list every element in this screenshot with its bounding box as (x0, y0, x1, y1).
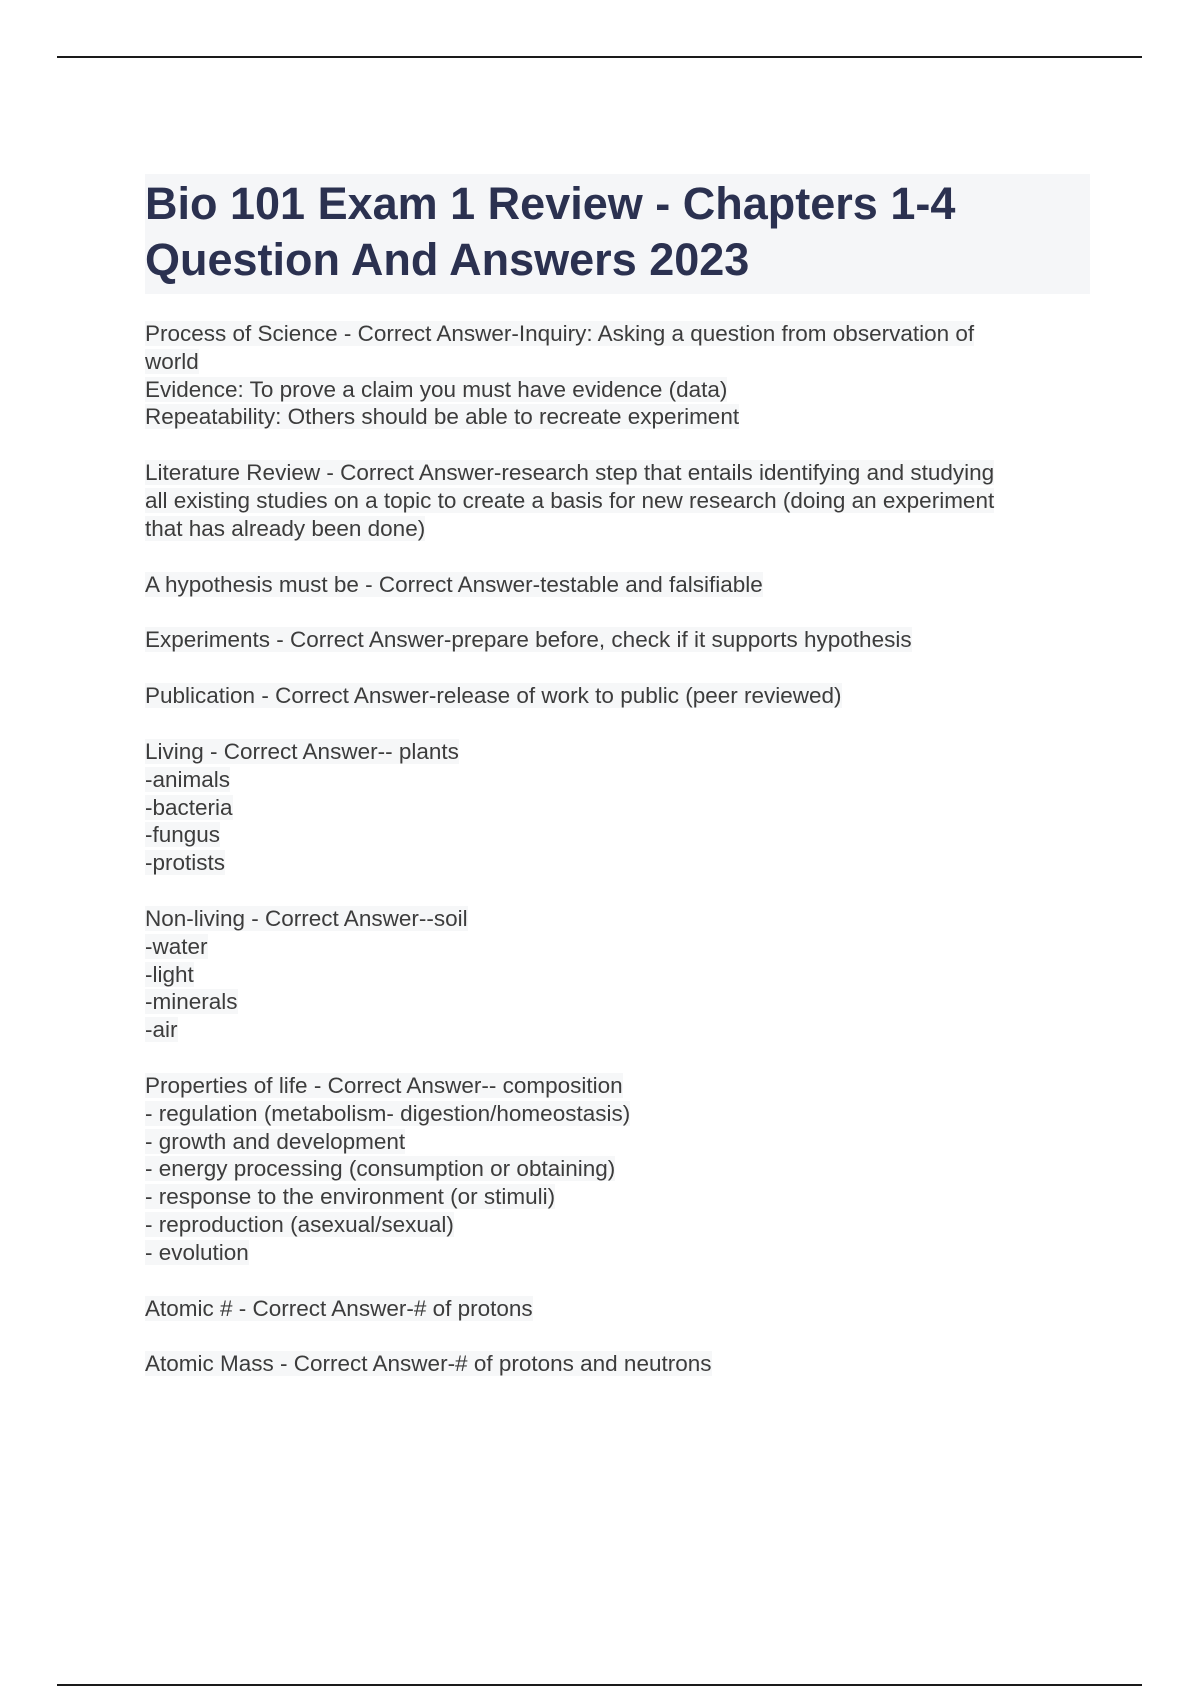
qa-entry-line (145, 1016, 1090, 1044)
qa-entry-line (145, 738, 1090, 766)
qa-entry-line (145, 1211, 1090, 1239)
qa-entry-line (145, 1183, 1090, 1211)
title-block (145, 174, 1090, 294)
qa-entry-text: Properties of life - Correct Answer-- composition (145, 1072, 623, 1098)
page-title (145, 176, 1084, 288)
qa-entry-text: that has already been done) (145, 515, 426, 541)
qa-entry-line (145, 682, 1090, 710)
qa-entry-text: Repeatability: Others should be able to recreate experiment (145, 404, 740, 430)
qa-entry-text: -minerals (145, 989, 238, 1015)
qa-entry-text: all existing studies on a topic to create a basis for new research (doing an experiment (145, 487, 995, 513)
qa-entry (145, 1295, 1090, 1323)
qa-entry-line (145, 348, 1090, 376)
qa-entry-line (145, 487, 1090, 515)
qa-entry-text: Literature Review - Correct Answer-research step that entails identifying and studying (145, 460, 995, 486)
qa-entry-text: Evidence: To prove a claim you must have evidence (data) (145, 376, 728, 402)
qa-entry-text: - regulation (metabolism- digestion/homeostasis) (145, 1100, 631, 1126)
qa-entry-line (145, 766, 1090, 794)
title-line-1: Bio 101 Exam 1 Review - Chapters 1-4 (145, 178, 956, 229)
qa-entry-text: Non-living - Correct Answer--soil (145, 905, 468, 931)
qa-entry-line (145, 1128, 1090, 1156)
qa-entry-line (145, 1072, 1090, 1100)
top-rule (57, 56, 1142, 58)
qa-entry (145, 738, 1090, 877)
qa-entry-line (145, 571, 1090, 599)
qa-entry-line (145, 1239, 1090, 1267)
bottom-rule (57, 1684, 1142, 1686)
qa-entry-line (145, 794, 1090, 822)
qa-entry-text: - reproduction (asexual/sexual) (145, 1211, 454, 1237)
qa-entry-line (145, 933, 1090, 961)
qa-entry (145, 1072, 1090, 1267)
qa-entry (145, 905, 1090, 1044)
qa-entry (145, 459, 1090, 542)
qa-entry-text: - growth and development (145, 1128, 406, 1154)
qa-entry-text: Publication - Correct Answer-release of work to public (peer reviewed) (145, 683, 842, 709)
qa-entry-line (145, 1295, 1090, 1323)
qa-entry-text: -water (145, 933, 208, 959)
qa-entry (145, 682, 1090, 710)
qa-entry-line (145, 320, 1090, 348)
qa-entry (145, 626, 1090, 654)
qa-list (145, 320, 1090, 1378)
qa-entry-line (145, 403, 1090, 431)
document-body (145, 174, 1090, 1406)
qa-entry-line (145, 905, 1090, 933)
qa-entry-line (145, 988, 1090, 1016)
qa-entry-text: Living - Correct Answer-- plants (145, 738, 459, 764)
qa-entry-text: -bacteria (145, 794, 233, 820)
qa-entry-text: Experiments - Correct Answer-prepare before, check if it supports hypothesis (145, 627, 912, 653)
qa-entry-line (145, 626, 1090, 654)
qa-entry-line (145, 515, 1090, 543)
qa-entry (145, 1350, 1090, 1378)
qa-entry-line (145, 1350, 1090, 1378)
qa-entry-text: Atomic # - Correct Answer-# of protons (145, 1295, 533, 1321)
qa-entry-line (145, 961, 1090, 989)
qa-entry-text: -air (145, 1017, 178, 1043)
qa-entry-text: A hypothesis must be - Correct Answer-testable and falsifiable (145, 571, 763, 597)
qa-entry-line (145, 849, 1090, 877)
qa-entry-text: -animals (145, 766, 231, 792)
qa-entry-line (145, 459, 1090, 487)
qa-entry-text: Atomic Mass - Correct Answer-# of protons and neutrons (145, 1351, 712, 1377)
qa-entry-text: Process of Science - Correct Answer-Inquiry: Asking a question from observation of (145, 321, 975, 346)
qa-entry (145, 320, 1090, 431)
qa-entry-line (145, 1155, 1090, 1183)
qa-entry-line (145, 376, 1090, 404)
qa-entry-text: - response to the environment (or stimuli) (145, 1184, 556, 1210)
qa-entry-text: - evolution (145, 1239, 249, 1265)
qa-entry-text: world (145, 348, 199, 374)
qa-entry-line (145, 821, 1090, 849)
qa-entry-text: -light (145, 961, 194, 987)
qa-entry-line (145, 1100, 1090, 1128)
title-line-2: Question And Answers 2023 (145, 234, 750, 285)
qa-entry-text: - energy processing (consumption or obtaining) (145, 1156, 616, 1182)
qa-entry-text: -protists (145, 850, 226, 876)
qa-entry-text: -fungus (145, 822, 221, 848)
qa-entry (145, 571, 1090, 599)
